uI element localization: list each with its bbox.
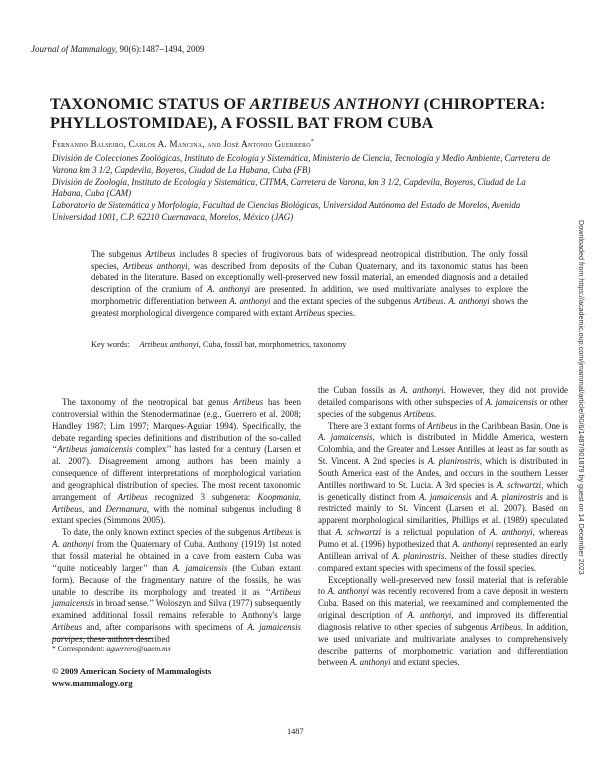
journal-citation <box>31 44 205 54</box>
paragraph: To date, the only known extinct species of the subgenus Artibeus is A. anthonyi from the Quaternary of Cuba. Anthony (1919) 1st noted that fossil material he obtained in a cave from eastern Cuba was ‘‘quite noticeably larger’’ than A. jamaicensis (the Cuban extant form). Because of the fragmentary nature of the fossils, he was unable to describe its morphology and treated it as ‘‘Artibeus jamaicensis in broad sense.’’ Woloszyn and Silva (1977) subsequently examined additional fossil remains referable to Anthony's large Artibeus and, after comparisons with specimens of A. jamaicensis parvipes, these authors described <box>52 527 302 644</box>
right-column <box>318 385 568 669</box>
title-part2: (CHIROPTERA: PHYLLOSTOMIDAE), A FOSSIL BAT FROM CUBA <box>50 95 546 132</box>
society-url[interactable]: www.mammalogy.org <box>52 678 133 688</box>
abstract: The subgenus Artibeus includes 8 species of frugivorous bats of widespread neotropical distribution. The only fossil species, Artibeus anthonyi, was described from deposits of the Cuban Quaternary, and its taxonomic status has been debated in the literature. Based on exceptionally well-preserved new fossil material, an emended diagnosis and a detailed description of the cranium of A. anthonyi are presented. In addition, we used multivariate analyses to explore the morphometric differentiation between A. anthonyi and the extant species of the subgenus Artibeus. A. anthonyi shows the greatest morphological divergence compared with extant Artibeus species. <box>91 249 529 318</box>
corresponding-mark: * <box>310 139 314 145</box>
affiliation-2: División de Zoología, Instituto de Ecología y Sistemática, CITMA, Carretera de Varona, km 3 1/2, Capdevila, Boyeros, Ciudad de La Habana, Cuba (CAM) <box>52 176 526 199</box>
affiliation-3: Laboratorio de Sistemática y Morfología, Facultad de Ciencias Biológicas, Universidad Autónoma del Estado de Morelos, Avenida Universidad 1001, C.P. 62210 Cuernavaca, Morelos, México (JAG) <box>52 200 521 222</box>
paragraph: There are 3 extant forms of Artibeus in the Caribbean Basin. One is A. jamaicensis, which is distributed in Middle America, western Colombia, and the Greater and Lesser Antilles at least as far south as St. Vincent. A 2nd species is A. planirostris, which is distributed in South America east of the Andes, and occurs in the southern Lesser Antilles northward to St. Lucia. A 3rd species is A. schwartzi, which is genetically distinct from A. jamaicensis and A. planirostris and is restricted mainly to St. Vincent (Larsen et al. 2007). Based on apparent morphological similarities, Phillips et al. (1989) speculated that A. schwartzi is a relictual population of A. anthonyi, whereas Pumo et al. (1996) hypothesized that A. anthonyi represented an early Antillean arrival of A. planirostris. Neither of these studies directly compared extant species with specimens of the fossil species. <box>318 420 569 573</box>
paragraph: the Cuban fossils as A. anthonyi. However, they did not provide detailed comparisons with other subspecies of A. jamaicensis or other species of the subgenus Artibeus. <box>318 385 569 419</box>
title-taxon: ARTIBEUS ANTHONYI <box>249 95 420 113</box>
page-number: 1487 <box>287 727 304 736</box>
left-column <box>52 397 301 646</box>
email-link[interactable]: aguerrero@uaem.mx <box>106 644 171 653</box>
paragraph: Exceptionally well-preserved new fossil material that is referable to A. anthonyi was recently recovered from a cave deposit in western Cuba. Based on this material, we reexamined and complemented the original description of A. anthonyi, and improved its differential diagnosis relative to other species of subgenus Artibeus. In addition, we used univariate and multivariate analyses to comprehensively describe patterns of morphometric variation and differentiation between A. anthonyi and extant species. <box>318 574 569 668</box>
paragraph: The taxonomy of the neotropical bat genus Artibeus has been controversial within the Stenodermatinae (e.g., Guerrero et al. 2008; Handley 1987; Lim 1997; Marques-Aguiar 1994). Specifically, the debate regarding species definitions and distribution of the so-called ‘‘Artibeus jamaicensis complex’’ has lasted for a century (Larsen et al. 2007). Disagreement among authors has been mainly a consequence of different interpretations of morphological variation and geographical distribution of species. The most recent taxonomic arrangement of Artibeus recognized 3 subgenera: Koopmania, Artibeus, and Dermanura, with the nominal subgenus including 8 extant species (Simmons 2005). <box>52 397 302 526</box>
volume-pages: 90(6):1487–1494, 2009 <box>117 44 205 54</box>
affiliation-1: División de Colecciones Zoológicas, Instituto de Ecología y Sistemática, Ministerio de Ciencia, Tecnología y Medio Ambiente, Carretera de Varona km 3 1/2, Capdevila, Boyeros, Ciudad de La Habana, Cuba (FB) <box>52 153 551 175</box>
keyword-rest: , Cuba, fossil bat, morphometrics, taxonomy <box>198 340 347 349</box>
footnote-label: * Correspondent: <box>52 644 107 653</box>
journal-name: Journal of Mammalogy, <box>31 44 118 54</box>
keyword-taxon: Artibeus anthonyi <box>139 340 199 349</box>
footnote <box>52 644 171 653</box>
author-names: Fernando Balseiro, Carlos A. Mancina, and José Antonio Guerrero <box>52 139 311 150</box>
keywords-label: Key words: <box>91 340 130 349</box>
affiliations <box>52 153 557 224</box>
author-list <box>52 139 314 149</box>
copyright-line: © 2009 American Society of Mammalogists <box>52 666 212 676</box>
keywords <box>91 340 528 349</box>
title-part1: TAXONOMIC STATUS OF <box>50 95 250 113</box>
footnote-rule <box>52 638 152 639</box>
article-title <box>50 95 550 133</box>
copyright <box>52 665 211 689</box>
download-notice: Downloaded from https://academic.oup.com/jmammal/article/90/6/1487/901879 by guest on 14 December 2023 <box>577 220 586 575</box>
